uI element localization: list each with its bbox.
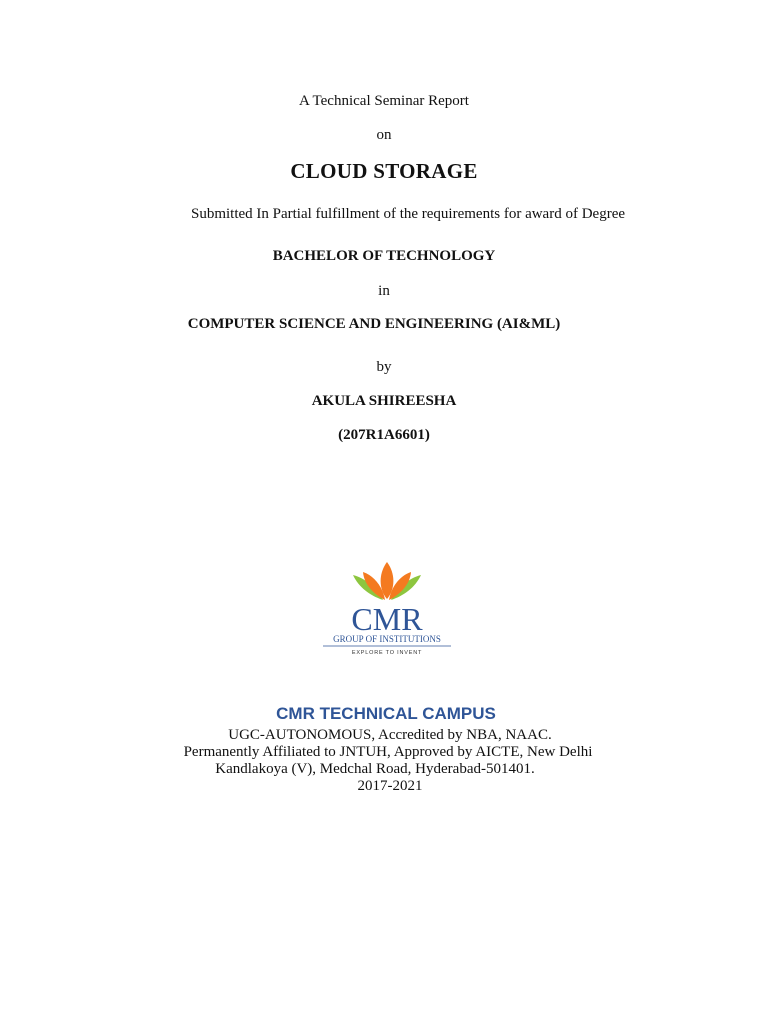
lotus-icon <box>319 558 455 662</box>
institution-accreditation: UGC-AUTONOMOUS, Accredited by NBA, NAAC. <box>228 727 552 743</box>
branch-name: COMPUTER SCIENCE AND ENGINEERING (AI&ML) <box>187 316 561 332</box>
student-name: AKULA SHIREESHA <box>311 393 457 409</box>
cmr-logo <box>319 558 455 662</box>
roll-number: (207R1A6601) <box>338 427 430 443</box>
report-title: CLOUD STORAGE <box>290 159 478 183</box>
logo-group: GROUP OF INSTITUTIONS <box>333 634 441 644</box>
report-on: on <box>376 127 392 143</box>
report-intro: A Technical Seminar Report <box>299 93 469 109</box>
institution-name: CMR TECHNICAL CAMPUS <box>276 704 496 723</box>
submission-statement: Submitted In Partial fulfillment of the requirements for award of Degree <box>190 206 626 222</box>
report-by: by <box>376 359 392 375</box>
degree-name: BACHELOR OF TECHNOLOGY <box>272 248 496 264</box>
institution-address: Kandlakoya (V), Medchal Road, Hyderabad-501401. <box>215 761 535 777</box>
logo-name: CMR <box>351 601 423 637</box>
logo-tagline: EXPLORE TO INVENT <box>351 650 423 656</box>
institution-affiliation: Permanently Affiliated to JNTUH, Approved by AICTE, New Delhi <box>183 744 593 760</box>
academic-years: 2017-2021 <box>357 778 423 794</box>
report-in: in <box>378 283 390 299</box>
